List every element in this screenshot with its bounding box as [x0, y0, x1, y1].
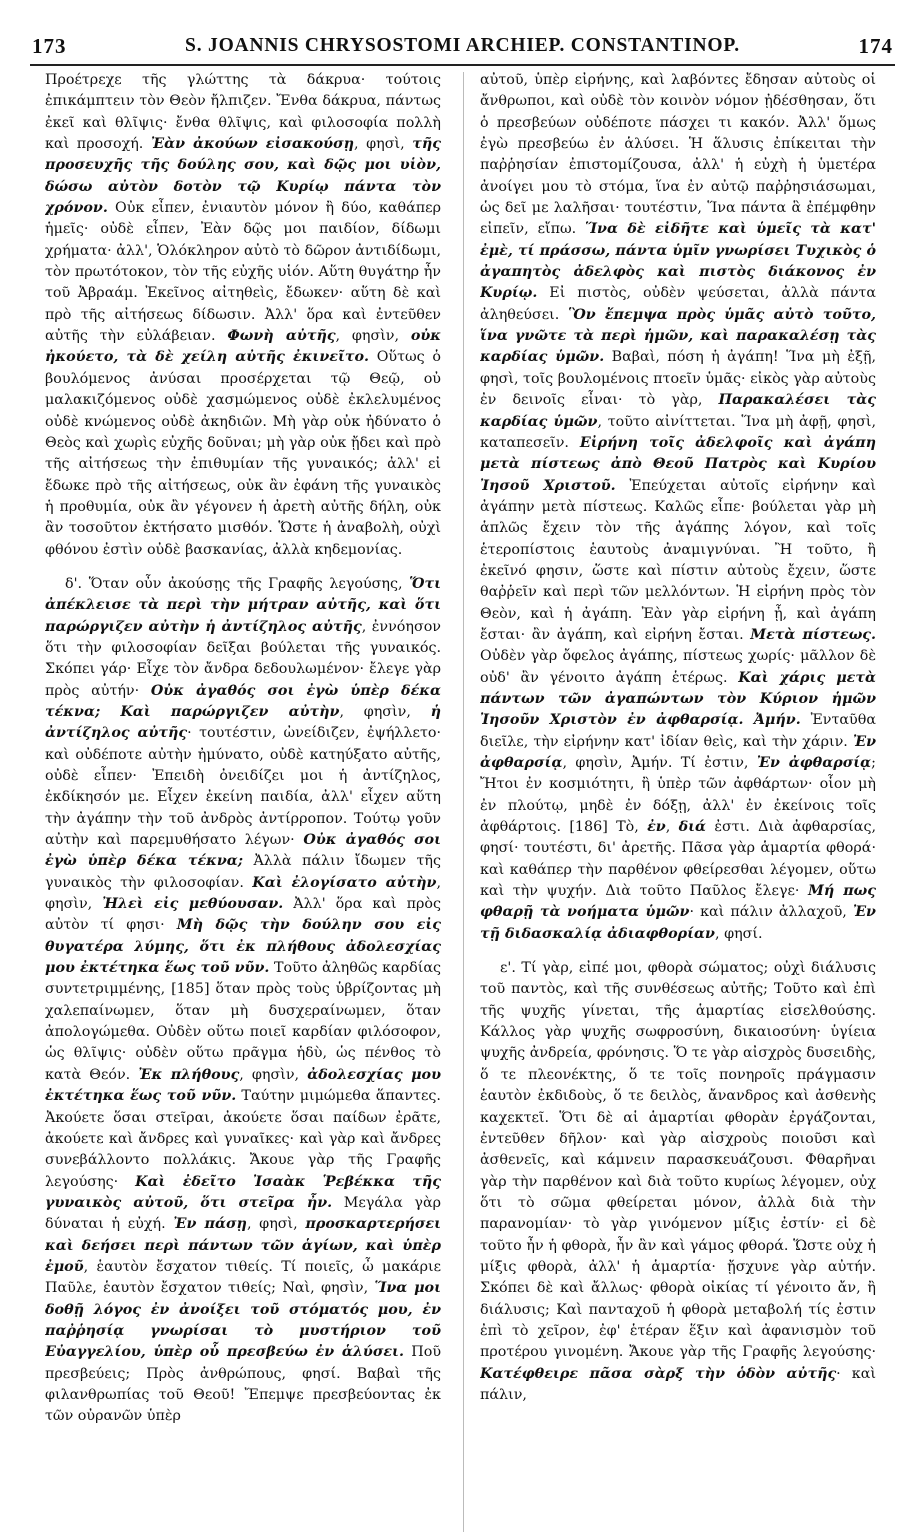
text-run: Ἀλλὰ πάλιν ἴδωμεν τῆς γυναικὸς τὴν φιλοσοφίαν.: [45, 853, 441, 891]
left-para-1: [45, 70, 441, 561]
right-para-1: [480, 70, 876, 945]
scripture-quote: ἐν: [647, 819, 666, 836]
text-run: , φησὶ,: [246, 1216, 306, 1233]
text-run: · τουτέστιν, ὠνείδιζεν, ἐψήλλετο· καὶ οὐδέποτε αὐτὴν ἠμύνατο, οὐδὲ κατηύξατο αὐτῆς, οὐδὲ εἶπεν· Ἐπειδὴ ὀνειδίζει μοι ἡ ἀντίζηλος, ἐκδίκησόν με. Εἶχεν ἐκείνη παιδία, ἀλλ' εἶχεν αὕτη τὴν ἀγάπην τὴν τοῦ ἀνδρὸς ἀντίρροπον. Τούτῳ γοῦν αὐτὴν καὶ παρεμυθήσατο λέγων·: [45, 725, 441, 849]
scripture-quote: Ἐκ πλήθους: [138, 1066, 240, 1083]
left-para-2: [45, 574, 441, 1428]
text-run: Μεγάλα γὰρ δύναται ἡ εὐχή.: [45, 1194, 441, 1233]
right-text-column: [480, 70, 876, 1532]
text-run: , ἐννόησον ὅτι τὴν φιλοσοφίαν δεῖξαι βούλεται τῆς γυναικός. Σκόπει γάρ· Εἶχε τὸν ἄνδρα δεδουλωμένον· ἔλεγε γὰρ πρὸς αὐτήν·: [45, 618, 441, 699]
scripture-quote: Οὐκ ἀγαθός σοι ἐγὼ ὑπὲρ δέκα τέκνα;: [45, 832, 441, 870]
scripture-quote: οὐκ ἠκούετο, τὰ δὲ χείλη αὐτῆς ἐκινεῖτο.: [45, 328, 441, 366]
scripture-quote: Κατέφθειρε πᾶσα σὰρξ τὴν ὁδὸν αὐτῆς: [480, 1365, 837, 1382]
text-run: Ταύτην μιμώμεθα ἅπαντες. Ἀκούετε ὅσαι στεῖραι, ἀκούετε ὅσαι παίδων ἐρᾶτε, ἀκούετε καὶ ἄνδρες καὶ γυναῖκες· καὶ γὰρ καὶ ἄνδρες συνεβάλλοντο πολλάκις. Ἄκουε γὰρ τῆς Γραφῆς λεγούσης·: [45, 1088, 441, 1190]
text-run: ,: [665, 819, 679, 836]
text-run: , τοῦτο αἰνίττεται. Ἵνα μὴ ἀφῇ, φησὶ, καταπεσεῖν.: [480, 413, 876, 451]
scripture-quote: Ὅτι ἀπέκλεισε τὰ περὶ τὴν μήτραν αὐτῆς, καὶ ὅτι παρώργιζεν αὐτὴν ἡ ἀντίζηλος αὐτῆς: [45, 575, 441, 635]
text-run: , φησὶν,: [339, 703, 431, 720]
scripture-quote: Μή πως φθαρῇ τὰ νοήματα ὑμῶν: [480, 883, 876, 921]
text-run: ; Ἤτοι ἐν κοσμιότητι, ἢ ὑπὲρ τῶν ἀφθάρτων· οἷον μὴ ἐν πλούτῳ, μηδὲ ἐν δόξῃ, ἀλλ' ἐν ἐκείνοις τοῖς ἀφθάρτοις. [186] Τὸ,: [480, 755, 876, 836]
scripture-quote: Ἐὰν ἀκούων εἰσακούσῃ: [150, 136, 355, 153]
text-run: Εἰ πιστὸς, οὐδὲν ψεύσεται, ἀλλὰ πάντα ἀληθεύσει.: [480, 285, 876, 323]
scripture-quote: Καὶ χάρις μετὰ πάντων τῶν ἀγαπώντων τὸν Κύριον ἡμῶν Ἰησοῦν Χριστὸν ἐν ἀφθαρσίᾳ. Ἀμήν.: [480, 669, 876, 729]
running-header: [30, 34, 895, 66]
scripture-quote: Καὶ ἐλογίσατο αὐτὴν: [252, 874, 437, 891]
text-run: ε'. Τί γὰρ, εἰπέ μοι, φθορὰ σώματος; οὐχὶ διάλυσις τοῦ παντὸς, καὶ τῆς συνθέσεως αὐτῆς; Τοῦτο καὶ ἐπὶ τῆς ψυχῆς γίνεται, τῆς ἁμαρτίας εἰσελθούσης. Κάλλος γὰρ ψυχῆς σωφροσύνη, δικαιοσύνη· ὑγίεια ψυχῆς ἀνδρεία, φρόνησις. Ὅ τε γὰρ αἰσχρὸς δυσειδὴς, ὅ τε πλεονέκτης, ὅ τε τοῖς πονηροῖς πράγμασιν ἑαυτὸν ἐκδιδοὺς, ὅ τε δειλὸς, ἄνανδρος καὶ ἀσθενὴς καχεκτεῖ. Ὅτι δὲ αἱ ἁμαρτίαι φθορὰν ἐργάζονται, ἐντεῦθεν δῆλον· καὶ γὰρ αἰσχροὺς ποιοῦσι καὶ ἀσθενεῖς, καὶ κάμνειν παρασκευάζουσι. Φθαρῆναι γὰρ τὴν παρθένον καὶ διὰ τοῦτο κυρίως λέγομεν, οὐχ ὅτι τὸ σῶμα φθείρεται μόνον, ἀλλὰ διὰ τὴν παρανομίαν· τὸ γὰρ γινόμενον μίξις ἐστίν· εἰ δὲ τοῦτο ἦν ἡ φθορὰ, ἦν ἂν καὶ γάμος φθορά. Ὥστε οὐχ ἡ μίξις φθορὰ, ἀλλ' ἡ ἁμαρτία· ᾔσχυνε γὰρ αὐτήν. Σκόπει δὲ καὶ ἄλλως· φθορὰ οἰκίας τί γένοιτο ἄν, ἢ διάλυσις; Καὶ πανταχοῦ ἡ φθορὰ μεταβολή τίς ἐστιν ἐπὶ τὸ χεῖρον, ἐφ' ἑτέραν ἕξιν καὶ ἀφανισμὸν τοῦ προτέρου γινομένη. Ἄκουε γὰρ τῆς Γραφῆς λεγούσης·: [480, 960, 876, 1361]
text-run: αὐτοῦ, ὑπὲρ εἰρήνης, καὶ λαβόντες ἔδησαν αὐτοὺς οἱ ἄνθρωποι, καὶ οὐδὲ τὸν κοινὸν νόμον ᾐδέσθησαν, ὅτι ὁ πρεσβεύων οὐδέποτε πάσχει τι κακόν. Ἀλλ' ὅμως ἐγὼ πρεσβεύω ἐν ἁλύσει. Ἡ ἅλυσις ἐπίκειται τὴν παῤῥησίαν ἐπιστομίζουσα, ἀλλ' ἡ εὐχὴ ἡ ὑμετέρα ἀνοίγει μου τὸ στόμα, ἵνα ἐν αὐτῷ παῤῥησιάσωμαι, ὡς δεῖ με λαλῆσαι· τουτέστιν, Ἵνα πάντα ἃ ἐπέμφθην εἰπεῖν, εἴπω.: [480, 72, 876, 238]
text-run: Τοῦτο ἀληθῶς καρδίας συντετριμμένης, [185] ὅταν πρὸς τοὺς ὑβρίζοντας μὴ χαλεπαίνωμεν, ὅταν μὴ δυσχεραίνωμεν, ὅταν ἀπολογώμεθα. Οὐδὲν οὕτω ποιεῖ καρδίαν φιλόσοφον, ὡς θλῖψις· οὐδὲν οὕτω πρᾶγμα ἡδὺ, ὡς πένθος τὸ κατὰ Θεόν.: [45, 960, 441, 1083]
text-run: δ'. Ὅταν οὖν ἀκούσῃς τῆς Γραφῆς λεγούσης,: [65, 575, 410, 592]
scripture-quote: Ἐν ἀφθαρσίᾳ: [480, 733, 876, 771]
text-run: Οὐκ εἶπεν, ἐνιαυτὸν μόνον ἢ δύο, καθάπερ ἡμεῖς· οὐδὲ εἶπεν, Ἐὰν δῷς μοι παιδίον, δίδωμι χρήματα· ἀλλ', Ὁλόκληρον αὐτὸ τὸ δῶρον ἀντιδίδωμι, τὸν πρωτότοκον, τὸν τῆς εὐχῆς υἱόν. Αὕτη θυγάτηρ ἦν τοῦ Ἀβραάμ. Ἐκεῖνος αἰτηθεὶς, ἔδωκεν· αὕτη δὲ καὶ πρὸ τῆς αἰτήσεως δίδωσιν. Ἀλλ' ὅρα καὶ ἐντεῦθεν αὐτῆς τὴν εὐλάβειαν.: [45, 200, 441, 345]
scripture-quote: Ἐν τῇ διδασκαλίᾳ ἀδιαφθορίαν: [480, 904, 876, 942]
scripture-quote: Ἵνα δὲ εἰδῆτε καὶ ὑμεῖς τὰ κατ' ἐμὲ, τί πράσσω, πάντα ὑμῖν γνωρίσει Τυχικὸς ὁ ἀγαπητὸς ἀδελφὸς καὶ πιστὸς διάκονος ἐν Κυρίῳ.: [480, 221, 876, 302]
text-run: Ἀλλ' ὅρα καὶ πρὸς αὐτὸν τί φησι·: [45, 896, 441, 934]
scripture-quote: Μετὰ πίστεως.: [750, 626, 876, 643]
scripture-quote: Ὃν ἔπεμψα πρὸς ὑμᾶς αὐτὸ τοῦτο, ἵνα γνῶτε τὰ περὶ ἡμῶν, καὶ παρακαλέσῃ τὰς καρδίας ὑμῶν.: [480, 306, 876, 366]
text-run: Οὐδὲν γὰρ ὄφελος ἀγάπης, πίστεως χωρίς· μᾶλλον δὲ οὐδ' ἂν γένοιτο ἀγάπη ἑτέρως.: [480, 648, 876, 686]
page-number-left: 173: [32, 34, 67, 58]
text-run: Ποῦ πρεσβεύεις; Πρὸς ἀνθρώπους, φησί. Βαβαὶ τῆς φιλανθρωπίας τοῦ Θεοῦ! Ἔπεμψε πρεσβεύοντας ἐκ τῶν οὐρανῶν ὑπὲρ: [45, 1344, 441, 1425]
scripture-quote: διά: [678, 819, 707, 836]
scripture-quote: Ἐν ἀφθαρσίᾳ: [756, 755, 872, 771]
text-run: ἐστι. Διὰ ἀφθαρσίας, φησί· τουτέστι, δι' ἀρετῆς. Πᾶσα γὰρ ἁμαρτία φθορά· καὶ καθάπερ τὴν παρθένον φθείρεσθαι λέγομεν, οὕτω καὶ τὴν ψυχήν. Διὰ τοῦτο Παῦλος ἔλεγε·: [480, 819, 876, 900]
text-run: Βαβαὶ, πόση ἡ ἀγάπη! Ἵνα μὴ ἐξῇ, φησὶ, τοῖς βουλομένοις πτοεῖν ὑμᾶς· εἰκὸς γὰρ αὐτοὺς ἐν δεινοῖς εἶναι· τὸ γὰρ,: [480, 349, 876, 409]
column-rule: [463, 72, 464, 1532]
scripture-quote: Ἠλεὶ εἰς μεθύουσαν.: [102, 896, 284, 913]
scripture-quote: Εἰρήνη τοῖς ἀδελφοῖς καὶ ἀγάπη μετὰ πίστεως ἀπὸ Θεοῦ Πατρὸς καὶ Κυρίου Ἰησοῦ Χριστοῦ.: [480, 434, 876, 494]
text-run: , φησὶν,: [335, 328, 411, 345]
text-run: Ἐπεύχεται αὐτοῖς εἰρήνην καὶ ἀγάπην μετὰ πίστεως. Καλῶς εἶπε· βούλεται γὰρ μὴ ἁπλῶς ἔχειν τὸν τῆς ἀγάπης λόγον, καὶ τοῖς ἑτεροπίστοις ἑαυτοὺς ἀναμιγνύναι. Ἢ τοῦτο, ἢ ἐκεῖνό φησιν, ὥστε καὶ πίστιν αὐτοὺς ἔχειν, ὥστε θαῤῥεῖν καὶ περὶ τῶν μελλόντων. Ἡ εἰρήνη πρὸς τὸν Θεὸν, καὶ ἡ ἀγάπη. Ἐὰν γὰρ εἰρήνη ᾖ, καὶ ἀγάπη ἔσται· ἂν ἀγάπη, καὶ εἰρήνη ἔσται.: [480, 477, 876, 643]
scripture-quote: Φωνὴ αὐτῆς: [227, 328, 336, 345]
text-run: , φησί.: [714, 925, 763, 942]
text-run: Ἐνταῦθα διεῖλε, τὴν εἰρήνην κατ' ἰδίαν θεὶς, καὶ τὴν χάριν.: [480, 712, 876, 750]
text-run: · καὶ πάλιν,: [480, 1365, 876, 1403]
scripture-quote: ἡ ἀντίζηλος αὐτῆς: [45, 703, 441, 742]
text-run: , φησὶ,: [354, 136, 413, 153]
scripture-quote: τῆς προσευχῆς τῆς δούλης σου, καὶ δῷς μοι υἱὸν, δώσω αὐτὸν δοτὸν τῷ Κυρίῳ πάντα τὸν χρόνον.: [45, 136, 441, 217]
scripture-quote: Ἐν πάσῃ: [173, 1216, 247, 1233]
page-number-right: 174: [858, 34, 893, 58]
text-run: , φησὶν, Ἀμήν. Τί ἐστιν,: [562, 755, 757, 771]
left-text-column: [45, 70, 441, 1532]
scripture-quote: Παρακαλέσει τὰς καρδίας ὑμῶν: [480, 392, 876, 430]
text-run: · καὶ πάλιν ἀλλαχοῦ,: [689, 904, 853, 921]
right-para-2: [480, 958, 876, 1406]
scripture-quote: Οὐκ ἀγαθός σοι ἐγὼ ὑπὲρ δέκα τέκνα; Καὶ παρώργιζεν αὐτὴν: [45, 682, 441, 720]
text-run: Προέτρεχε τῆς γλώττης τὰ δάκρυα· τούτοις ἐπικάμπτειν τὸν Θεὸν ἤλπιζεν. Ἔνθα δάκρυα, πάντως ἐκεῖ καὶ θλῖψις· ἔνθα θλῖψις, καὶ φιλοσοφία πολλὴ καὶ προσοχή.: [45, 72, 441, 153]
running-title: S. JOANNIS CHRYSOSTOMI ARCHIEP. CONSTANTINOP.: [185, 35, 740, 56]
text-run: , φησὶν,: [239, 1066, 308, 1083]
scripture-quote: προσκαρτερήσει καὶ δεήσει περὶ πάντων τῶν ἁγίων, καὶ ὑπὲρ ἐμοῦ: [45, 1216, 441, 1275]
scripture-quote: Ἵνα μοι δοθῇ λόγος ἐν ἀνοίξει τοῦ στόματός μου, ἐν παῤῥησίᾳ γνωρίσαι τὸ μυστήριον τοῦ Εὐαγγελίου, ὑπὲρ οὗ πρεσβεύω ἐν ἁλύσει.: [45, 1280, 441, 1361]
scripture-quote: Μὴ δῷς τὴν δούλην σου εἰς θυγατέρα λύμης, ὅτι ἐκ πλήθους ἀδολεσχίας μου ἐκτέτηκα ἕως τοῦ νῦν.: [45, 917, 441, 977]
text-run: Οὕτως ὁ βουλόμενος ἀνύσαι προσέρχεται τῷ Θεῷ, οὐ μαλακιζόμενος οὐδὲ χασμώμενος οὐδὲ ἐκλελυμένος οὐδὲ κνώμενος οὐδὲ ἀκηδιῶν. Μὴ γὰρ οὐκ ἠδύνατο ὁ Θεὸς καὶ χωρὶς εὐχῆς δοῦναι; μὴ γὰρ οὐκ ᾔδει καὶ πρὸ τῆς αἰτήσεως τὴν ἐπιθυμίαν τῆς γυναικός; ἀλλ' εἰ ἔδωκε πρὸ τῆς αἰτήσεως, οὐκ ἂν ἐφάνη τῆς γυναικὸς ἡ προθυμία, οὐκ ἂν γέγονεν ἡ ἀρετὴ αὐτῆς δήλη, οὐκ ἂν τοσοῦτον ἐκτήσατο μισθόν. Ὥστε ἡ ἀναβολὴ, οὐχὶ φθόνου ἐστὶν οὐδὲ βασκανίας, ἀλλὰ κηδεμονίας.: [45, 349, 441, 558]
text-run: , φησὶν,: [45, 874, 441, 913]
scripture-quote: ἀδολεσχίας μου ἐκτέτηκα ἕως τοῦ νῦν.: [45, 1066, 441, 1105]
scripture-quote: Καὶ ἐδεῖτο Ἰσαὰκ Ῥεβέκκα τῆς γυναικὸς αὐτοῦ, ὅτι στεῖρα ἦν.: [45, 1173, 441, 1211]
text-run: , ἑαυτὸν ἔσχατον τιθείς. Τί ποιεῖς, ὦ μακάριε Παῦλε, ἑαυτὸν ἔσχατον τιθείς; Ναὶ, φησὶν,: [45, 1258, 441, 1297]
